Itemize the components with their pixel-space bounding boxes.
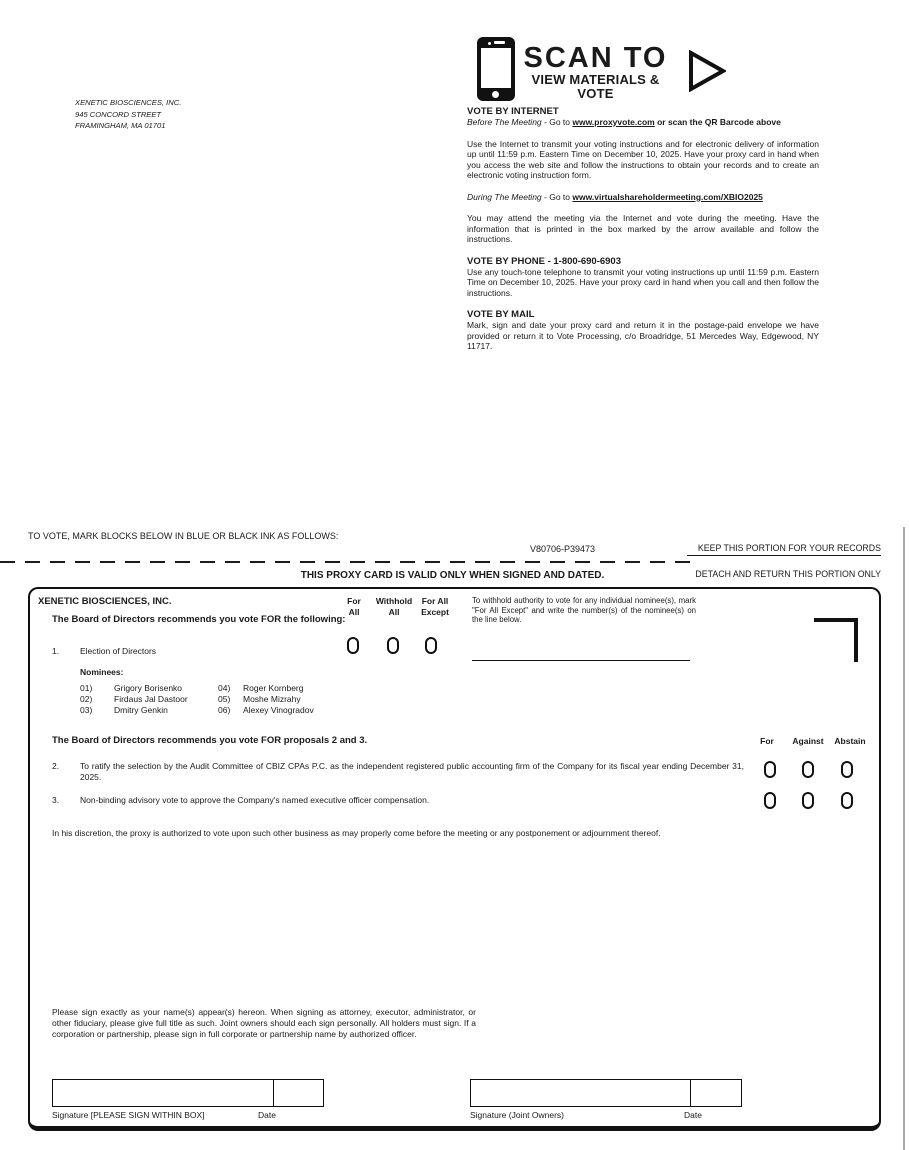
proposal-3-abstain-checkbox[interactable] bbox=[841, 792, 853, 809]
signature-box-joint[interactable] bbox=[470, 1079, 742, 1107]
nominee-name: Grigory Borisenko bbox=[114, 683, 183, 693]
proposal-3-text: Non-binding advisory vote to approve the Company's named executive officer compensation. bbox=[80, 795, 430, 805]
proposal-3-number: 3. bbox=[52, 795, 60, 805]
signature-box-joint-label: Signature (Joint Owners) bbox=[470, 1110, 565, 1120]
vote-by-mail-heading: VOTE BY MAIL bbox=[467, 309, 535, 320]
proposal-2-number: 2. bbox=[52, 761, 60, 771]
mail-body: Mark, sign and date your proxy card and return it in the postage-paid envelope we have provided or return it to Vote Processing, c/o Broadridge, 51 Mercedes Way, Edgewood, NY 11717. bbox=[467, 320, 819, 351]
nominee-number: 03) bbox=[80, 705, 93, 715]
proposal-1-number: 1. bbox=[52, 646, 60, 656]
internet-body: Use the Internet to transmit your voting instructions and for electronic delivery of information up until 11:59 p.m. Eastern Time on December 10, 2025. Have your proxy card in hand when you access the web site and follow the instructions to obtain your records and to create an electronic voting instruction form. bbox=[467, 138, 819, 180]
valid-note: THIS PROXY CARD IS VALID ONLY WHEN SIGNED AND DATED. bbox=[300, 570, 605, 581]
return-address-line: FRAMINGHAM, MA 01701 bbox=[75, 121, 166, 130]
before-meeting-mid: - Go to bbox=[541, 117, 573, 127]
recommendation-2: The Board of Directors recommends you vote FOR proposals 2 and 3. bbox=[52, 735, 368, 746]
withhold-note: To withhold authority to vote for any individual nominee(s), mark "For All Except" and write the number(s) of the nominee(s) on the line below. bbox=[472, 596, 696, 624]
before-meeting-line bbox=[467, 117, 819, 128]
return-address bbox=[75, 97, 181, 132]
vote-by-phone-heading: VOTE BY PHONE - 1-800-690-6903 bbox=[467, 255, 622, 267]
nominee-name: Roger Kornberg bbox=[243, 683, 304, 693]
proposal-1-text: Election of Directors bbox=[80, 646, 157, 656]
control-number: V80706-P39473 bbox=[530, 544, 596, 554]
proxy-ballot-card bbox=[28, 587, 881, 1131]
detach-portion-note: DETACH AND RETURN THIS PORTION ONLY bbox=[695, 569, 881, 579]
nominee-name: Dmitry Genkin bbox=[114, 705, 168, 715]
triangle-right-icon bbox=[688, 50, 726, 97]
corner-bracket-icon bbox=[814, 618, 858, 662]
proxyvote-link[interactable]: www.proxyvote.com bbox=[572, 117, 655, 127]
scan-banner-title: SCAN TO bbox=[523, 42, 668, 74]
proposal-2-abstain-checkbox[interactable] bbox=[841, 761, 853, 778]
nominee-exception-write-line[interactable] bbox=[472, 659, 690, 661]
date-primary-label: Date bbox=[258, 1110, 276, 1120]
signature-box-primary[interactable] bbox=[52, 1079, 324, 1107]
for-all-except-checkbox[interactable] bbox=[425, 637, 437, 654]
recommendation-1: The Board of Directors recommends you vote FOR the following: bbox=[52, 614, 346, 625]
mark-instruction: TO VOTE, MARK BLOCKS BELOW IN BLUE OR BLACK INK AS FOLLOWS: bbox=[28, 531, 339, 541]
signature-date-divider bbox=[273, 1080, 274, 1106]
during-meeting-mid: - Go to bbox=[541, 191, 573, 202]
nominee-number: 05) bbox=[218, 694, 231, 704]
detach-dashed-line bbox=[0, 561, 700, 563]
nominee-name: Moshe Mizrahy bbox=[243, 694, 301, 704]
column-header-line: Withhold bbox=[375, 596, 413, 606]
return-address-line: XENETIC BIOSCIENCES, INC. bbox=[75, 98, 182, 107]
virtual-meeting-link[interactable]: www.virtualshareholdermeeting.com/XBIO2025 bbox=[572, 191, 763, 202]
proposal-3-against-checkbox[interactable] bbox=[802, 792, 814, 809]
company-name: XENETIC BIOSCIENCES, INC. bbox=[38, 596, 172, 607]
column-header-abstain: Abstain bbox=[834, 736, 866, 746]
scan-banner-subtitle: VIEW MATERIALS & VOTE bbox=[531, 72, 660, 101]
vote-by-internet-heading: VOTE BY INTERNET bbox=[467, 106, 559, 117]
voting-instructions bbox=[467, 106, 819, 352]
return-address-line: 945 CONCORD STREET bbox=[75, 109, 162, 119]
column-header-against: Against bbox=[792, 736, 824, 746]
before-meeting-tail: or scan the QR Barcode above bbox=[654, 117, 781, 127]
column-header-line: For bbox=[347, 596, 361, 606]
attend-body: You may attend the meeting via the Internet and vote during the meeting. Have the information that is printed in the box marked by the arrow available and follow the instructions. bbox=[467, 213, 819, 244]
nominee-number: 02) bbox=[80, 694, 93, 704]
signature-box-primary-label: Signature [PLEASE SIGN WITHIN BOX] bbox=[52, 1110, 205, 1120]
during-meeting-line bbox=[467, 192, 819, 203]
proposal-2-against-checkbox[interactable] bbox=[802, 761, 814, 778]
nominees-label: Nominees: bbox=[80, 667, 124, 677]
page-edge-line bbox=[903, 527, 905, 1150]
scan-banner bbox=[518, 43, 673, 101]
proposal-3-for-checkbox[interactable] bbox=[764, 792, 776, 809]
nominee-number: 01) bbox=[80, 683, 93, 693]
column-header-line: Except bbox=[421, 606, 449, 617]
before-meeting-label: Before The Meeting bbox=[467, 117, 542, 127]
date-joint-label: Date bbox=[684, 1110, 702, 1120]
during-meeting-label: During The Meeting bbox=[467, 191, 542, 202]
column-header-for-all-except bbox=[409, 596, 461, 617]
sign-instructions: Please sign exactly as your name(s) appear(s) hereon. When signing as attorney, executor, administrator, or other fiduciary, please give full title as such. Joint owners should each sign personally. All holders must sign. If a corporation or partnership, please sign in full corporate or partnership name by authorized officer. bbox=[52, 1007, 476, 1039]
nominee-name: Firdaus Jal Dastoor bbox=[114, 694, 188, 704]
smartphone-icon bbox=[477, 37, 515, 101]
nominee-number: 06) bbox=[218, 705, 231, 715]
for-all-checkbox[interactable] bbox=[347, 637, 359, 654]
proposal-2-text: To ratify the selection by the Audit Committee of CBIZ CPAs P.C. as the independent registered public accounting firm of the Company for its fiscal year ending December 31, 2025. bbox=[80, 761, 744, 782]
signature-date-divider bbox=[690, 1080, 691, 1106]
discretion-note: In his discretion, the proxy is authorized to vote upon such other business as may properly come before the meeting or any postponement or adjournment thereof. bbox=[52, 828, 661, 838]
nominee-name: Alexey Vinogradov bbox=[243, 705, 314, 715]
keep-portion-note: KEEP THIS PORTION FOR YOUR RECORDS bbox=[687, 543, 881, 556]
column-header-line: All bbox=[388, 606, 400, 617]
column-header-line: All bbox=[348, 606, 360, 617]
withhold-all-checkbox[interactable] bbox=[387, 637, 399, 654]
column-header-line: For All bbox=[421, 596, 449, 606]
proposal-2-for-checkbox[interactable] bbox=[764, 761, 776, 778]
phone-body: Use any touch-tone telephone to transmit your voting instructions up until 11:59 p.m. Eastern Time on December 10, 2025. Have your proxy card in hand when you call and then follow the instructions. bbox=[467, 266, 819, 298]
nominee-number: 04) bbox=[218, 683, 231, 693]
column-header-for: For bbox=[760, 736, 774, 746]
